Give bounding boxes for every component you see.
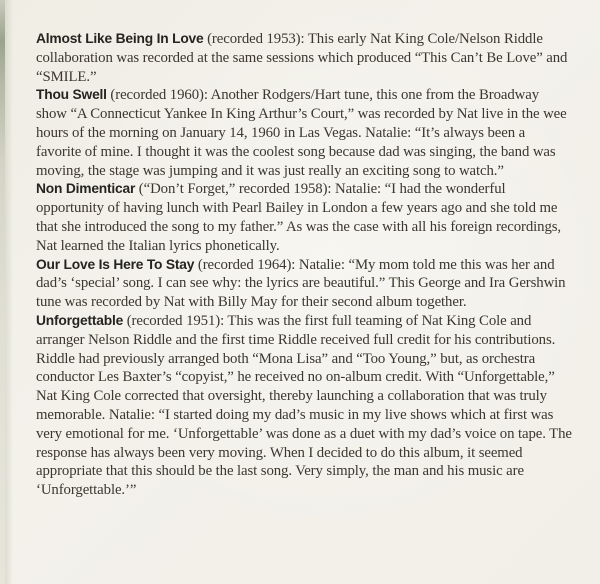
song-title: Our Love Is Here To Stay [36,256,195,272]
song-note-text: (recorded 1964): Natalie: “My mom told me this was her and dad’s ‘special’ song. I can see why: the lyrics are beautiful.” This George and Ira Gershwin tune was recorded by Nat with Billy May for their second album together. [36,256,566,311]
liner-notes-text-block [36,30,572,500]
liner-note-paragraph [36,256,572,312]
song-note-text: (“Don’t Forget,” recorded 1958): Natalie: “I had the wonderful opportunity of having lunch with Pearl Bailey in London a few years ago and she told me that she introduced the song to my father.” As was the case with all his foreign recordings, Nat learned the Italian lyrics phonetically. [36,181,561,254]
liner-note-paragraph [36,30,572,86]
liner-note-paragraph [36,180,572,255]
song-title: Unforgettable [36,312,124,328]
song-title: Almost Like Being In Love [36,31,204,46]
song-title: Non Dimenticar [36,181,136,197]
song-note-text: (recorded 1951): This was the first full teaming of Nat King Cole and arranger Nelson Riddle and the first time Riddle received full credit for his contributions. Riddle had previously arranged both “Mona Lisa” and “Too Young,” but, as orchestra conductor Les Baxter’s “copyist,” he received no on-album credit. With “Unforgettable,” Nat King Cole corrected that oversight, thereby launching a collaboration that was truly memorable. Natalie: “I started doing my dad’s music in my live shows which at first was very emotional for me. ‘Unforgettable’ was done as a duet with my dad’s voice on tape. The response has always been very moving. When I decided to do this album, it seemed appropriate that this should be the last song. Very simply, the man and his music are ‘Unforgettable.’” [36,312,572,499]
song-note-text: (recorded 1960): Another Rodgers/Hart tune, this one from the Broadway show “A Connecticut Yankee In King Arthur’s Court,” was recorded by Nat live in the wee hours of the morning on January 14, 1960 in Las Vegas. Natalie: “It’s always been a favorite of mine. I thought it was the coolest song because dad was singing, the band was moving, the stage was jumping and it was just really an exciting song to watch.” [36,87,567,179]
liner-note-paragraph [36,86,572,180]
song-title: Thou Swell [36,87,107,103]
page-left-edge-fade [5,0,13,584]
song-note-text: (recorded 1953): This early Nat King Cole/Nelson Riddle collaboration was recorded at the same sessions which produced “This Can’t Be Love” and “SMILE.” [36,31,568,85]
liner-note-paragraph [36,312,572,500]
